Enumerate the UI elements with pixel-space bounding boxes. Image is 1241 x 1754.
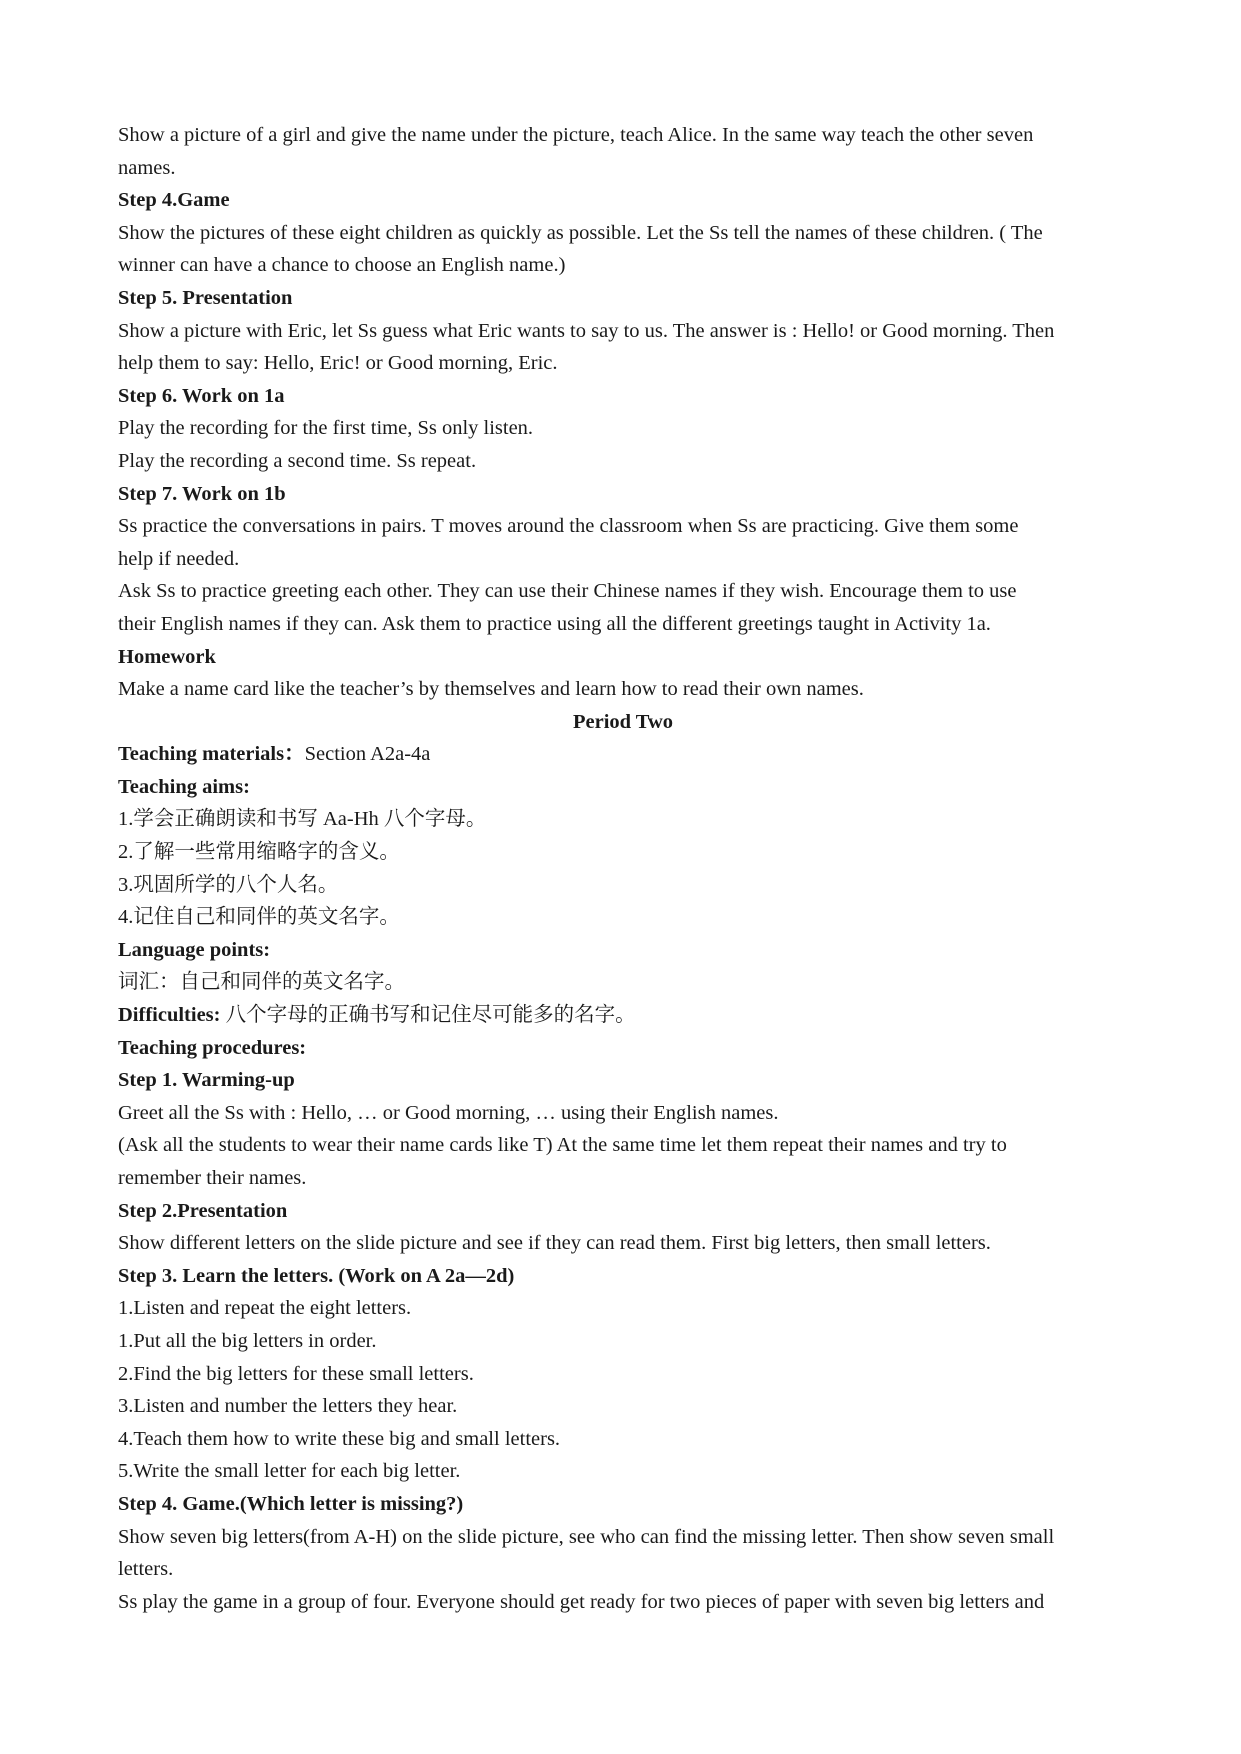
list-item: 4.Teach them how to write these big and small letters. [118, 1427, 561, 1450]
list-item: 2.Find the big letters for these small letters. [118, 1362, 474, 1385]
step-heading: Step 5. Presentation [118, 286, 293, 309]
list-item: 3.巩固所学的八个人名。 [118, 873, 339, 896]
list-item: 1.学会正确朗读和书写 Aa-Hh 八个字母。 [118, 808, 487, 831]
field-value: Section A2a-4a [304, 743, 431, 766]
list-item: 5.Write the small letter for each big letter. [118, 1460, 461, 1483]
body-text: Show the pictures of these eight children as quickly as possible. Let the Ss tell the names of these children. ( The [118, 221, 1043, 244]
section-heading: Homework [118, 645, 216, 668]
teaching-materials-line [118, 738, 1128, 771]
body-text: Show a picture of a girl and give the name under the picture, teach Alice. In the same way teach the other seven [118, 124, 1034, 146]
step-heading: Step 2.Presentation [118, 1199, 288, 1222]
body-text: Make a name card like the teacher’s by themselves and learn how to read their own names. [118, 678, 864, 701]
body-text: names. [118, 156, 176, 179]
list-item: 1.Listen and repeat the eight letters. [118, 1297, 412, 1320]
body-text: Greet all the Ss with : Hello, … or Good morning, … using their English names. [118, 1101, 779, 1124]
period-title: Period Two [572, 710, 674, 733]
step-heading: Step 4. Game.(Which letter is missing?) [118, 1492, 464, 1515]
field-label: Teaching materials： [118, 743, 305, 766]
body-text: Ss practice the conversations in pairs. T moves around the classroom when Ss are practicing. Give them some [118, 515, 1019, 538]
body-text: remember their names. [118, 1167, 307, 1189]
list-item: 4.记住自己和同伴的英文名字。 [118, 906, 400, 929]
section-heading: Teaching procedures: [118, 1036, 307, 1059]
step-heading: Step 4.Game [118, 189, 230, 212]
body-text: Show a picture with Eric, let Ss guess what Eric wants to say to us. The answer is : Hello! or Good morning. Then [118, 319, 1055, 342]
field-value: 八个字母的正确书写和记住尽可能多的名字。 [220, 1004, 636, 1027]
body-text: Show seven big letters(from A-H) on the slide picture, see who can find the missing letter. Then show seven small [118, 1525, 1055, 1548]
body-text: Show different letters on the slide picture and see if they can read them. First big letters, then small letters. [118, 1232, 991, 1255]
body-text: Ss play the game in a group of four. Everyone should get ready for two pieces of paper with seven big letters and [118, 1590, 1045, 1613]
list-item: 3.Listen and number the letters they hear. [118, 1395, 458, 1418]
body-text: 词汇：自己和同伴的英文名字。 [118, 971, 405, 994]
difficulties-line [118, 999, 1128, 1032]
step-heading: Step 7. Work on 1b [118, 482, 286, 505]
body-text: Play the recording a second time. Ss repeat. [118, 449, 477, 472]
document-page [118, 119, 1128, 1618]
step-heading: Step 1. Warming-up [118, 1069, 295, 1092]
section-heading: Teaching aims: [118, 775, 250, 798]
step-heading: Step 3. Learn the letters. (Work on A 2a—2d) [118, 1264, 515, 1287]
body-text: (Ask all the students to wear their name cards like T) At the same time let them repeat their names and try to [118, 1134, 1007, 1157]
body-text: Ask Ss to practice greeting each other. They can use their Chinese names if they wish. Encourage them to use [118, 580, 1017, 603]
body-text: Play the recording for the first time, Ss only listen. [118, 417, 534, 440]
body-text: letters. [118, 1558, 174, 1581]
section-heading: Language points: [118, 938, 271, 961]
body-text: their English names if they can. Ask them to practice using all the different greetings taught in Activity 1a. [118, 612, 991, 635]
field-label: Difficulties: [118, 1004, 221, 1027]
body-text: help if needed. [118, 547, 240, 570]
list-item: 2.了解一些常用缩略字的含义。 [118, 841, 400, 864]
step-heading: Step 6. Work on 1a [118, 384, 285, 407]
list-item: 1.Put all the big letters in order. [118, 1329, 377, 1352]
body-text: help them to say: Hello, Eric! or Good morning, Eric. [118, 352, 558, 375]
body-text: winner can have a chance to choose an English name.) [118, 254, 566, 277]
